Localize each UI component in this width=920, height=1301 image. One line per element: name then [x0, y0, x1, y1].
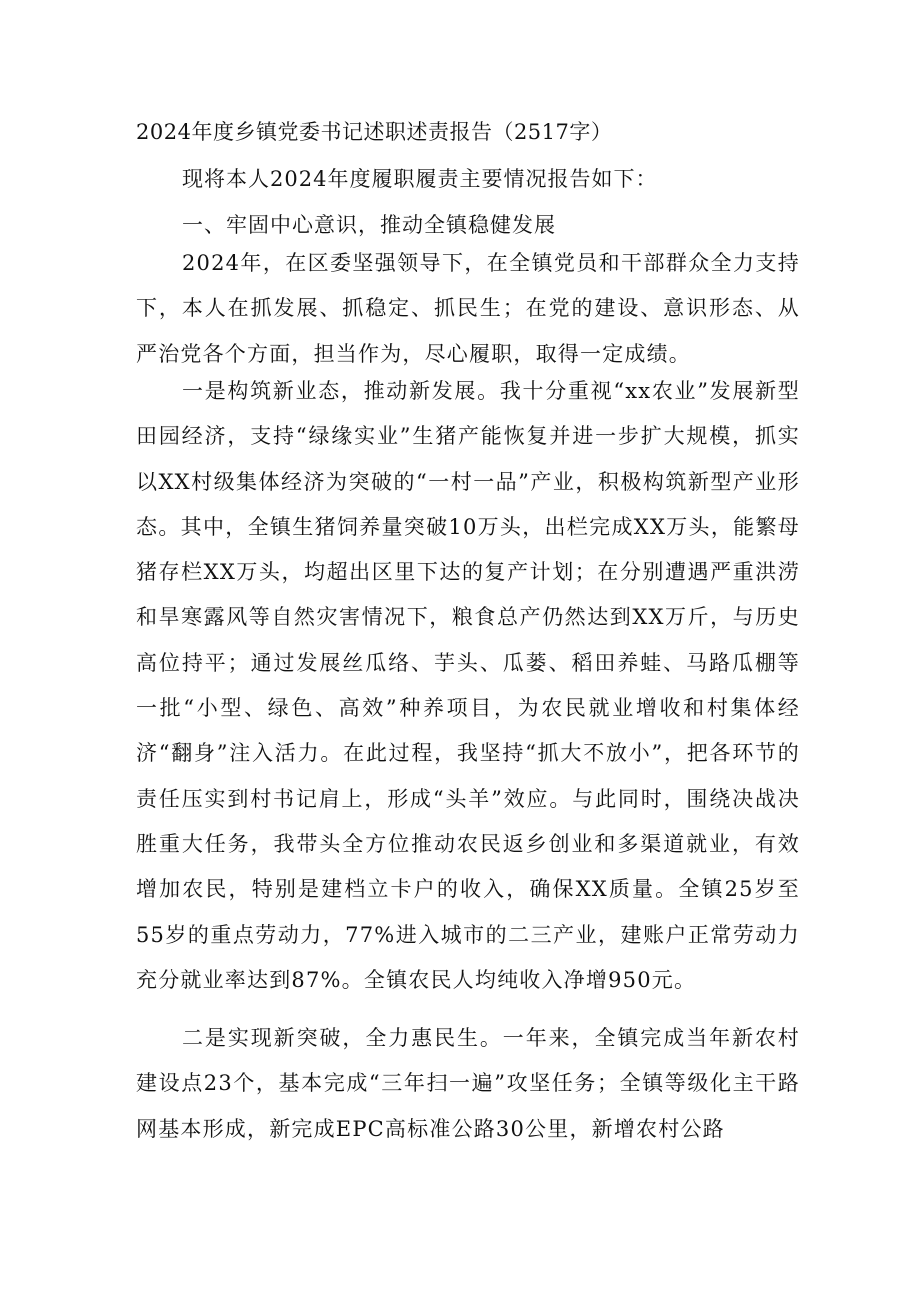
- paragraph-1: 2024年，在区委坚强领导下，在全镇党员和干部群众全力支持下，本人在抓发展、抓稳定、抓民生；在党的建设、意识形态、从严治党各个方面，担当作为，尽心履职，取得一定成绩。: [136, 251, 800, 366]
- section-heading: 一、牢固中心意识，推动全镇稳健发展: [182, 213, 556, 237]
- paragraph-3: 二是实现新突破，全力惠民生。一年来，全镇完成当年新农村建设点23个，基本完成“三年扫一遍”攻坚任务；全镇等级化主干路网基本形成，新完成EPC高标准公路30公里，新增农村公路: [136, 1026, 800, 1141]
- document-title: 2024年度乡镇党委书记述职述责报告（2517字）: [136, 120, 613, 144]
- paragraph-2: 一是构筑新业态，推动新发展。我十分重视“xx农业”发展新型田园经济，支持“绿缘实业”生猪产能恢复并进一步扩大规模，抓实以XX村级集体经济为突破的“一村一品”产业，积极构筑新型产业形态。其中，全镇生猪饲养量突破10万头，出栏完成XX万头，能繁母猪存栏XX万头，均超出区里下达的复产计划；在分别遭遇严重洪涝和旱寒露风等自然灾害情况下，粮食总产仍然达到XX万斤，与历史高位持平；通过发展丝瓜络、芋头、瓜蒌、稻田养蛙、马路瓜棚等一批“小型、绿色、高效”种养项目，为农民就业增收和村集体经济“翻身”注入活力。在此过程，我坚持“抓大不放小”，把各环节的责任压实到村书记肩上，形成“头羊”效应。与此同时，围绕决战决胜重大任务，我带头全方位推动农民返乡创业和多渠道就业，有效增加农民，特别是建档立卡户的收入，确保XX质量。全镇25岁至55岁的重点劳动力，77%进入城市的二三产业，建账户正常劳动力充分就业率达到87%。全镇农民人均纯收入净增950元。: [136, 379, 800, 992]
- intro-line: 现将本人2024年度履职履责主要情况报告如下：: [182, 167, 658, 191]
